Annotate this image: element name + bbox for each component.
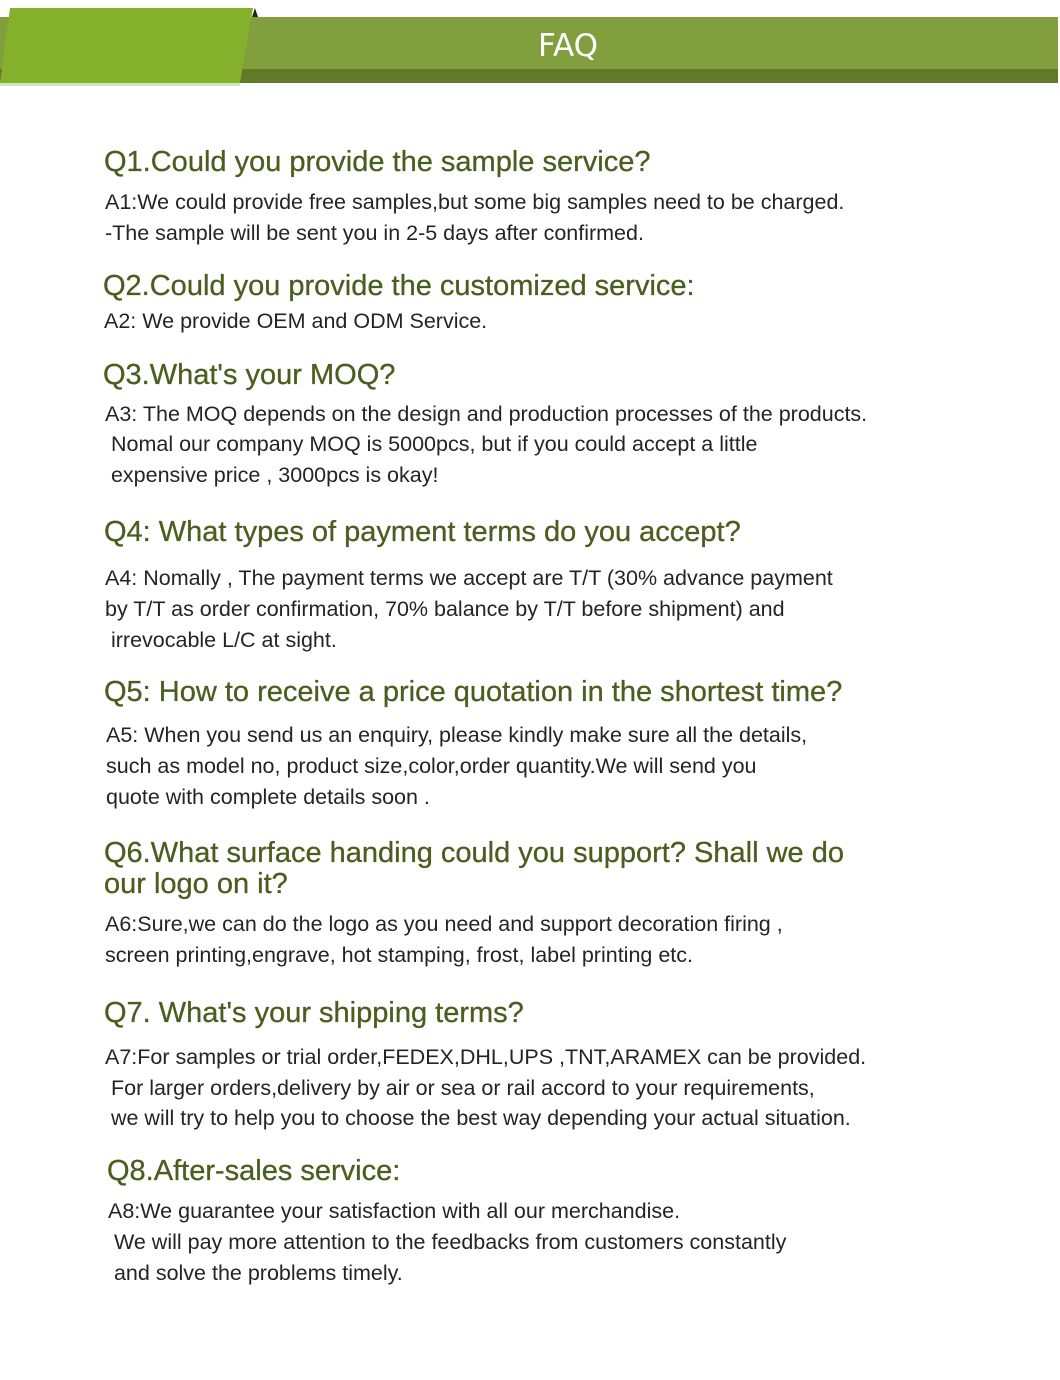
faq-question: Q5: How to receive a price quotation in the shortest time?: [104, 676, 843, 708]
faq-answer-line: A6:Sure,we can do the logo as you need and support decoration firing ,: [105, 912, 783, 936]
banner-fold-decoration: [252, 8, 258, 17]
faq-question: Q4: What types of payment terms do you accept?: [104, 516, 741, 548]
faq-answer-line: -The sample will be sent you in 2-5 days after confirmed.: [105, 221, 644, 245]
faq-answer-line: and solve the problems timely.: [108, 1261, 403, 1285]
faq-header-banner: [0, 0, 1060, 90]
faq-answer-line: A2: We provide OEM and ODM Service.: [104, 309, 488, 333]
faq-question: our logo on it?: [104, 868, 288, 900]
faq-answer-line: such as model no, product size,color,order quantity.We will send you: [106, 754, 757, 778]
faq-answer-line: we will try to help you to choose the best way depending your actual situation.: [105, 1106, 851, 1130]
faq-answer-line: A4: Nomally , The payment terms we accept are T/T (30% advance payment: [105, 566, 833, 590]
faq-answer-line: A7:For samples or trial order,FEDEX,DHL,UPS ,TNT,ARAMEX can be provided.: [105, 1045, 867, 1069]
faq-question: Q2.Could you provide the customized service:: [103, 270, 695, 302]
faq-question: Q8.After-sales service:: [107, 1155, 401, 1187]
faq-answer-line: Nomal our company MOQ is 5000pcs, but if you could accept a little: [105, 432, 758, 456]
faq-question: Q7. What's your shipping terms?: [104, 997, 524, 1029]
faq-answer-line: irrevocable L/C at sight.: [105, 628, 337, 652]
faq-answer-line: screen printing,engrave, hot stamping, frost, label printing etc.: [105, 943, 693, 967]
banner-tab-shadow: [0, 83, 240, 86]
faq-answer-line: A3: The MOQ depends on the design and production processes of the products.: [105, 402, 868, 426]
faq-question: Q3.What's your MOQ?: [103, 359, 396, 391]
faq-answer-line: quote with complete details soon .: [106, 785, 430, 809]
faq-answer-line: by T/T as order confirmation, 70% balance by T/T before shipment) and: [105, 597, 785, 621]
faq-answer-line: We will pay more attention to the feedbacks from customers constantly: [108, 1230, 787, 1254]
faq-question: Q1.Could you provide the sample service?: [104, 146, 651, 178]
faq-answer-line: A8:We guarantee your satisfaction with all our merchandise.: [108, 1199, 681, 1223]
faq-answer-line: expensive price , 3000pcs is okay!: [105, 463, 439, 487]
faq-question: Q6.What surface handing could you support? Shall we do: [104, 837, 844, 869]
faq-answer-line: A5: When you send us an enquiry, please kindly make sure all the details,: [106, 723, 808, 747]
page-title: FAQ: [537, 28, 599, 64]
faq-answer-line: For larger orders,delivery by air or sea or rail accord to your requirements,: [105, 1076, 815, 1100]
banner-tab-decoration: [0, 8, 254, 83]
faq-answer-line: A1:We could provide free samples,but some big samples need to be charged.: [105, 190, 845, 214]
